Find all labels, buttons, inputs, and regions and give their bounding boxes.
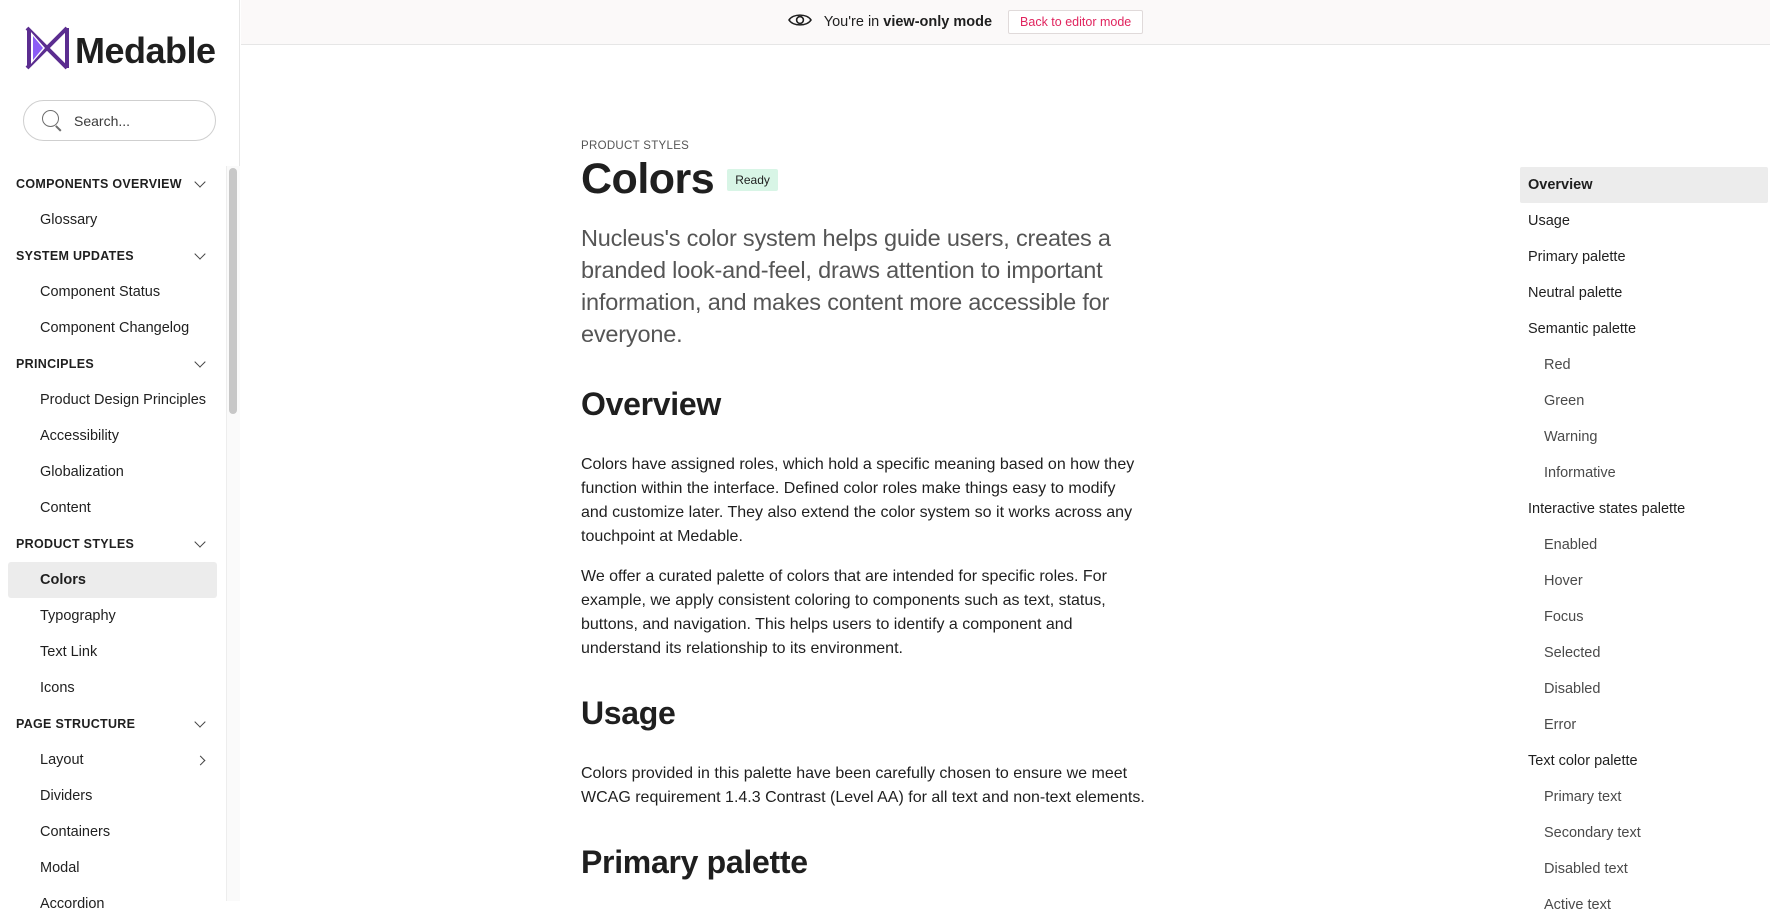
sidebar-item-label: Globalization (40, 464, 124, 480)
section-label: PRINCIPLES (16, 357, 95, 371)
sidebar-item-glossary[interactable] (0, 202, 226, 238)
toc-item-disabled[interactable]: Disabled (1544, 681, 1601, 697)
section-page-structure[interactable] (0, 706, 226, 742)
toc-item-interactive-states-palette[interactable]: Interactive states palette (1528, 501, 1686, 517)
medable-logo-icon (23, 24, 71, 77)
main-content (581, 140, 1161, 881)
usage-heading: Usage (581, 695, 676, 731)
primary-palette-heading: Primary palette (581, 844, 808, 880)
search-icon (42, 110, 64, 132)
sidebar-item-containers[interactable] (0, 814, 226, 850)
breadcrumb: PRODUCT STYLES (581, 140, 690, 152)
chevron-down-icon (194, 716, 205, 727)
status-badge: Ready (727, 169, 778, 191)
toc-item-disabled-text[interactable]: Disabled text (1544, 861, 1628, 877)
sidebar-item-component-status[interactable] (0, 274, 226, 310)
sidebar-item-label: Component Changelog (40, 320, 190, 336)
toc-item-selected[interactable]: Selected (1544, 645, 1601, 661)
chevron-down-icon (194, 176, 205, 187)
toc-item-overview[interactable]: Overview (1520, 167, 1768, 203)
overview-paragraph-1: Colors have assigned roles, which hold a specific meaning based on how they function within the interface. Defined color roles make things easy to modify and customize later. They also extend the color system so it works across any touchpoint at Medable. (581, 456, 1135, 545)
sidebar-item-label: Component Status (40, 284, 161, 300)
banner-mode: view-only mode (883, 14, 993, 30)
overview-heading: Overview (581, 386, 721, 422)
banner-prefix: You're in (823, 14, 884, 30)
sidebar-item-label: Glossary (40, 212, 98, 228)
toc-item-active-text[interactable]: Active text (1544, 897, 1611, 913)
sidebar-item-text-link[interactable] (0, 634, 226, 670)
sidebar-item-label: Modal (40, 860, 80, 876)
eye-icon (788, 12, 824, 33)
toc-item-warning[interactable]: Warning (1544, 429, 1598, 445)
sidebar-item-label: Content (40, 500, 91, 516)
sidebar-item-label: Text Link (40, 644, 98, 660)
toc-item-green[interactable]: Green (1544, 393, 1585, 409)
toc-item-error[interactable]: Error (1544, 717, 1577, 733)
brand-name: Medable (75, 29, 216, 71)
sidebar-item-dividers[interactable] (0, 778, 226, 814)
sidebar-item-accessibility[interactable] (0, 418, 226, 454)
brand-logo[interactable] (23, 24, 216, 77)
toc-item-primary-text[interactable]: Primary text (1544, 789, 1622, 805)
sidebar-nav (0, 166, 226, 912)
section-components-overview[interactable] (0, 166, 226, 202)
usage-paragraph: Colors provided in this palette have been carefully chosen to ensure we meet WCAG requirement 1.4.3 Contrast (Level AA) for all text and non-text elements. (581, 765, 1145, 806)
back-to-editor-button[interactable]: Back to editor mode (1008, 10, 1143, 34)
sidebar-item-colors[interactable] (8, 562, 217, 598)
section-label: PRODUCT STYLES (16, 537, 135, 551)
sidebar (0, 0, 240, 912)
sidebar-item-component-changelog[interactable] (0, 310, 226, 346)
sidebar-scrollbar-thumb[interactable] (229, 168, 237, 414)
toc-item-neutral-palette[interactable]: Neutral palette (1528, 285, 1623, 301)
section-label: COMPONENTS OVERVIEW (16, 177, 182, 191)
sidebar-item-icons[interactable] (0, 670, 226, 706)
banner-message (824, 14, 992, 30)
chevron-down-icon (194, 248, 205, 259)
toc-item-enabled[interactable]: Enabled (1544, 537, 1598, 553)
sidebar-item-label: Accordion (40, 896, 105, 912)
sidebar-item-modal[interactable] (0, 850, 226, 886)
sidebar-item-content[interactable] (0, 490, 226, 526)
lead-paragraph: Nucleus's color system helps guide users, creates a branded look-and-feel, draws attention to important information, and makes content more accessible for everyone. (581, 225, 1111, 347)
sidebar-item-label: Icons (40, 680, 75, 696)
view-mode-banner (241, 0, 1770, 45)
table-of-contents (1520, 167, 1768, 923)
section-product-styles[interactable] (0, 526, 226, 562)
sidebar-item-accordion[interactable] (0, 886, 226, 922)
toc-item-secondary-text[interactable]: Secondary text (1544, 825, 1641, 841)
toc-item-informative[interactable]: Informative (1544, 465, 1616, 481)
section-label: PAGE STRUCTURE (16, 717, 136, 731)
chevron-down-icon (194, 356, 205, 367)
section-principles[interactable] (0, 346, 226, 382)
page-title: Colors (581, 155, 715, 203)
sidebar-item-label: Product Design Principles (40, 392, 207, 408)
chevron-right-icon (196, 755, 206, 765)
sidebar-item-label: Colors (40, 572, 86, 588)
sidebar-item-label: Layout (40, 752, 84, 768)
section-system-updates[interactable] (0, 238, 226, 274)
toc-item-hover[interactable]: Hover (1544, 573, 1583, 589)
search-input[interactable] (23, 100, 216, 141)
sidebar-item-globalization[interactable] (0, 454, 226, 490)
sidebar-item-layout[interactable] (0, 742, 226, 778)
sidebar-item-label: Accessibility (40, 428, 119, 444)
sidebar-item-label: Containers (40, 824, 111, 840)
section-label: SYSTEM UPDATES (16, 249, 134, 263)
toc-item-usage[interactable]: Usage (1528, 213, 1570, 229)
sidebar-item-product-design-principles[interactable] (0, 382, 226, 418)
search-placeholder: Search... (74, 112, 131, 129)
toc-item-text-color-palette[interactable]: Text color palette (1528, 753, 1638, 769)
toc-item-semantic-palette[interactable]: Semantic palette (1528, 321, 1637, 337)
sidebar-item-label: Dividers (40, 788, 93, 804)
toc-item-primary-palette[interactable]: Primary palette (1528, 249, 1626, 265)
overview-paragraph-2: We offer a curated palette of colors that are intended for specific roles. For example, we apply consistent coloring to components such as text, status, buttons, and navigation. This helps users to identify a component and understand its relationship to its environment. (581, 568, 1107, 657)
sidebar-item-label: Typography (40, 608, 116, 624)
toc-item-red[interactable]: Red (1544, 357, 1571, 373)
chevron-down-icon (194, 536, 205, 547)
sidebar-item-typography[interactable] (0, 598, 226, 634)
toc-item-focus[interactable]: Focus (1544, 609, 1584, 625)
